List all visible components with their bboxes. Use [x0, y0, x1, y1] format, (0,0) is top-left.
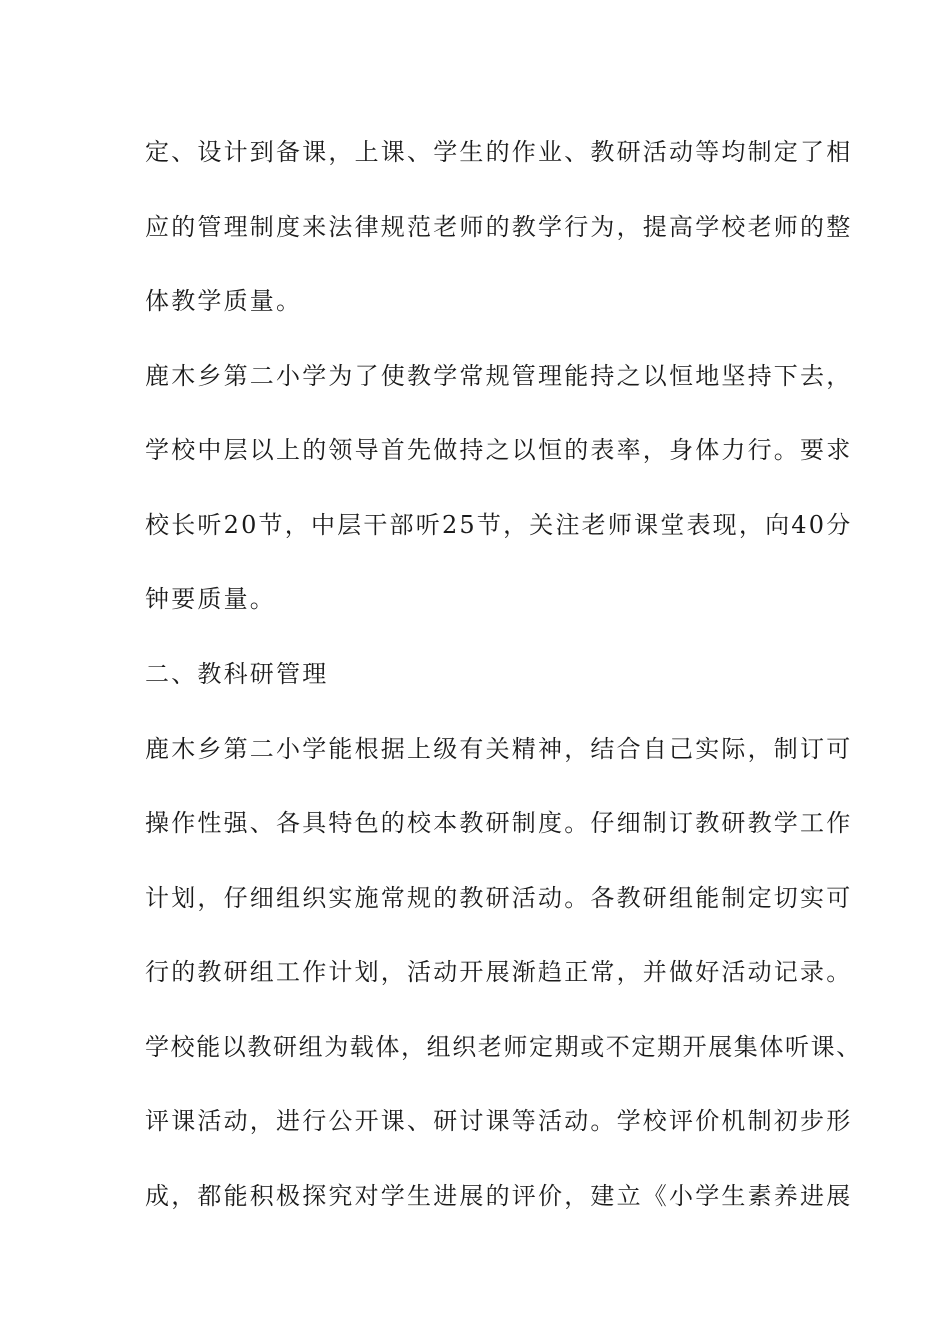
- text-line: 计划，仔细组织实施常规的教研活动。各教研组能制定切实可: [145, 884, 853, 912]
- text-line: 评课活动，进行公开课、研讨课等活动。学校评价机制初步形: [145, 1107, 853, 1135]
- text-line: 学校中层以上的领导首先做持之以恒的表率，身体力行。要求: [145, 436, 853, 464]
- text-line: 应的管理制度来法律规范老师的教学行为，提高学校老师的整: [145, 213, 853, 241]
- text-line: 操作性强、各具特色的校本教研制度。仔细制订教研教学工作: [145, 809, 853, 837]
- text-line: 鹿木乡第二小学能根据上级有关精神，结合自己实际，制订可: [145, 735, 853, 763]
- text-line: 体教学质量。: [145, 287, 303, 315]
- text-line: 钟要质量。: [145, 585, 276, 613]
- text-line: 学校能以教研组为载体，组织老师定期或不定期开展集体听课、: [145, 1033, 862, 1061]
- text-line: 行的教研组工作计划，活动开展渐趋正常，并做好活动记录。: [145, 958, 853, 986]
- section-heading: 二、教科研管理: [145, 660, 329, 688]
- text-line: 鹿木乡第二小学为了使教学常规管理能持之以恒地坚持下去，: [145, 362, 853, 390]
- text-line: 校长听20节，中层干部听25节，关注老师课堂表现，向40分: [145, 511, 853, 539]
- text-line: 成，都能积极探究对学生进展的评价，建立《小学生素养进展: [145, 1182, 853, 1210]
- text-line: 定、设计到备课，上课、学生的作业、教研活动等均制定了相: [145, 138, 853, 166]
